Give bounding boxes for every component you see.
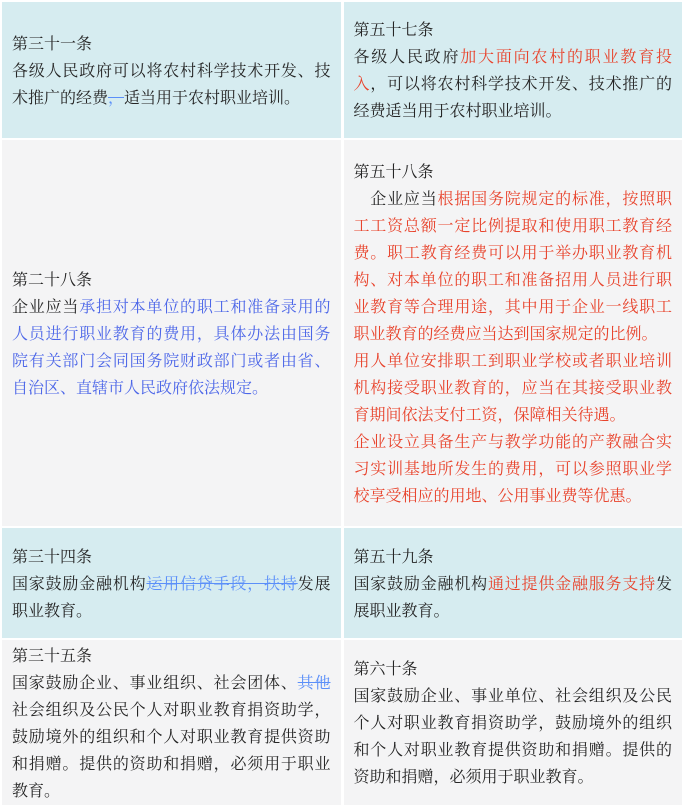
article-body [12, 57, 331, 111]
article-number: 第二十八条 [12, 269, 93, 289]
cell-new-article-59 [344, 528, 683, 638]
text-deleted: 承担对本单位的职工和准备录用的人员进行职业教育的费用，具体办法由国务院有关部门会同国务院财政部门或者由省、自治区、直辖市人民政府依法规定。 [12, 296, 331, 397]
article-title [354, 543, 673, 570]
text-unchanged: 适当用于农村职业培训。 [124, 87, 301, 107]
article-title [354, 158, 673, 185]
article-title [12, 266, 331, 293]
text-unchanged: 国家鼓励金融机构 [353, 573, 488, 593]
article-body [12, 293, 331, 401]
article-title [12, 30, 331, 57]
article-number: 第五十八条 [353, 161, 434, 181]
text-deleted-strikethrough: ， [108, 87, 125, 107]
article-body-paragraph-2 [354, 347, 673, 428]
article-number: 第三十一条 [12, 33, 93, 53]
text-unchanged: 国家鼓励金融机构 [12, 573, 147, 593]
text-added: 用人单位安排职工到职业学校或者职业培训机构接受职业教育的，应当在其接受职业教育期间依法支付工资，保障相关待遇。 [353, 350, 672, 424]
cell-old-article-31 [2, 2, 341, 138]
article-number: 第六十条 [353, 659, 418, 678]
cell-old-article-28 [2, 140, 341, 526]
text-added: 根据国务院规定的标准，按照职工工资总额一定比例提取和使用职工教育经费。职工教育经费可以用于举办职业教育机构、对本单位的职工和准备招用人员进行职业教育等合理用途，其中用于企业一线职工职业教育的经费应当达到国家规定的比例。 [353, 188, 672, 343]
text-unchanged: 国家鼓励企业、事业组织、社会团体、 [12, 672, 298, 692]
article-number: 第三十五条 [12, 645, 93, 665]
article-body [354, 682, 673, 790]
article-body-paragraph-3 [354, 428, 673, 509]
article-body [354, 43, 673, 124]
cell-new-article-60 [344, 640, 683, 805]
text-unchanged: 发展职业教育。 [12, 573, 331, 620]
text-added: 加大面向农村的职业教育投入 [353, 47, 672, 93]
text-unchanged: 社会组织及公民个人对职业教育捐资助学，鼓励境外的组织和个人对职业教育提供资助和捐赠。提供的资助和捐赠，必须用于职业教育。 [12, 699, 331, 800]
text-added: 通过提供金融服务支持 [487, 573, 656, 593]
article-title [354, 655, 673, 682]
text-unchanged: 企业应当 [353, 188, 438, 208]
text-unchanged: 各级人民政府 [353, 47, 461, 66]
text-unchanged: 各级人民政府可以将农村科学技术开发、技术推广的经费 [12, 60, 331, 107]
text-unchanged: 发展职业教育。 [353, 573, 672, 620]
cell-new-article-57 [344, 2, 683, 138]
text-unchanged: 国家鼓励企业、事业单位、社会组织及公民个人对职业教育捐资助学，鼓励境外的组织和个人对职业教育提供资助和捐赠。提供的资助和捐赠，必须用于职业教育。 [353, 686, 672, 786]
article-title [354, 16, 673, 43]
cell-old-article-34 [2, 528, 341, 638]
article-body [12, 570, 331, 624]
article-number: 第五十九条 [353, 546, 434, 566]
article-body [12, 669, 331, 804]
article-number: 第三十四条 [12, 546, 93, 566]
cell-new-article-58 [344, 140, 683, 526]
article-number: 第五十七条 [353, 20, 434, 39]
article-title [12, 543, 331, 570]
text-deleted-strikethrough: 其他 [297, 672, 331, 692]
text-unchanged: 企业应当 [12, 296, 80, 316]
text-unchanged: ，可以将农村科学技术开发、技术推广的经费适当用于农村职业培训。 [353, 74, 672, 120]
article-body-paragraph-1 [354, 185, 673, 347]
text-added: 企业设立具备生产与教学功能的产教融合实习实训基地所发生的费用，可以参照职业学校享受相应的用地、公用事业费等优惠。 [353, 431, 672, 505]
article-body [354, 570, 673, 624]
cell-old-article-35 [2, 640, 341, 805]
text-deleted-strikethrough: 运用信贷手段，扶持 [146, 573, 298, 593]
article-title [12, 642, 331, 669]
